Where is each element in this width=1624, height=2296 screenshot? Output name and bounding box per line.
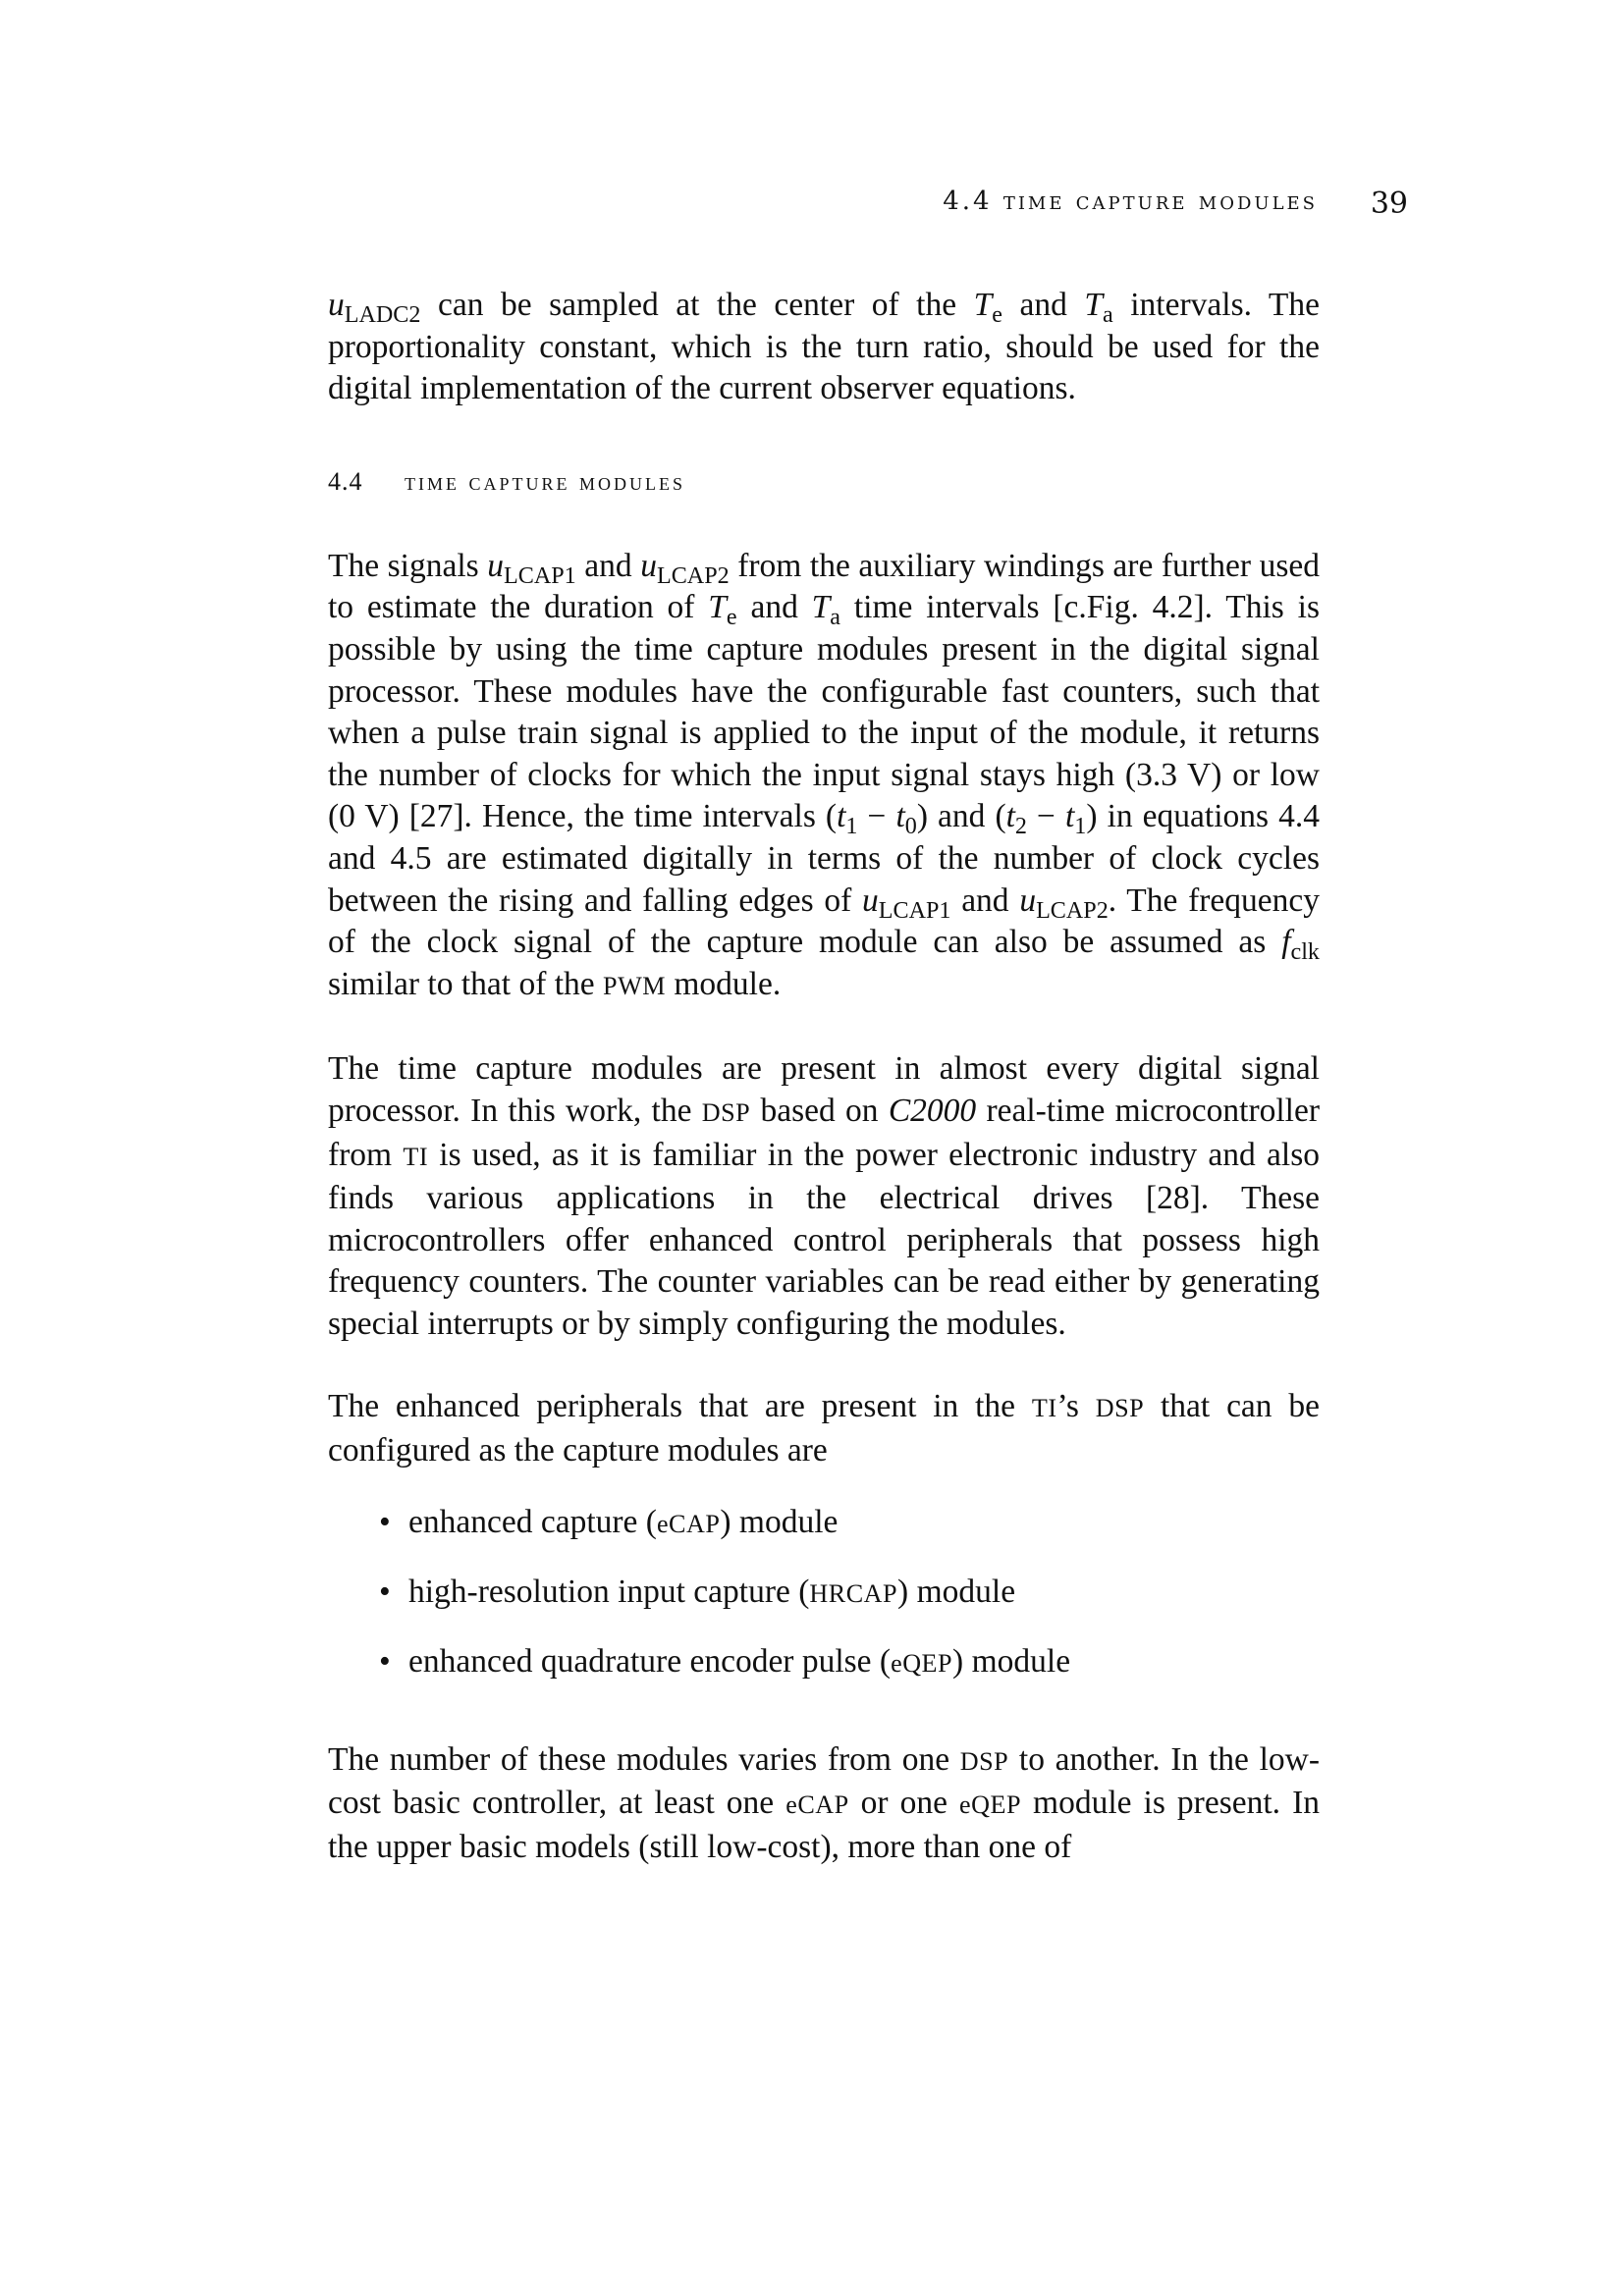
running-head-title: 4.4 time capture modules (943, 187, 1318, 216)
capture-module-list (328, 1502, 1320, 1684)
paragraph-peripherals: The enhanced peripherals that are present in the TI’s DSP that can be configured as the capture modules are (328, 1388, 1321, 1469)
section-title: time capture modules (405, 466, 686, 496)
paragraph-module-count: The number of these modules varies from one DSP to another. In the low-cost basic controller, at least one eCAP or one eQEP module is present. In the upper basic models (still low-cost), more than one of (328, 1740, 1320, 1865)
list-item: • enhanced capture (eCAP) module (379, 1502, 1320, 1545)
paragraph-signals: The signals $u_{LCAP1}$ and $u_{LCAP2}$ from the auxiliary windings are further used to estimate the duration of $T_e$ and $T_a$ time intervals [c.Fig. 4.2]. This is possible by using the time capture modules present in the digital signal processor. These modules have the configurable fast counters, such that when a pulse train signal is applied to the input of the module, it returns the number of clocks for which the input signal stays high (3.3 V) or low (0 V) [27]. Hence, the time intervals $(t_1 - t_0)$ and $(t_2 - t_1)$ in equations 4.4 and 4.5 are estimated digitally in terms of the number of clock cycles between the rising and falling edges of $u_{LCAP1}$ and $u_{LCAP2}$. The frequency of the clock signal of the capture module can also be assumed as $f_{clk}$ similar to that of the PWM module. (328, 547, 1321, 1002)
paragraph-continuation: $u_{LADC2}$ can be sampled at the center of the $T_e$ and $T_a$ intervals. The proportionality constant, which is the turn ratio, should be used for the digital implementation of the current observer equations. (328, 287, 1320, 407)
section-number: 4.4 (328, 466, 363, 496)
section-heading (328, 466, 1320, 496)
list-item: • enhanced quadrature encoder pulse (eQEP) module (379, 1641, 1320, 1684)
page-number: 39 (1370, 187, 1408, 221)
paragraph-dsp: The time capture modules are present in almost every digital signal processor. In this work, the DSP based on C2000 real-time microcontroller from TI is used, as it is familiar in the power electronic industry and also finds various applications in the electrical drives [28]. These microcontrollers offer enhanced control peripherals that possess high frequency counters. The counter variables can be read either by generating special interrupts or by simply configuring the modules. (328, 1050, 1321, 1342)
list-item: • high-resolution input capture (HRCAP) module (379, 1572, 1320, 1615)
body-text (328, 285, 1320, 1868)
